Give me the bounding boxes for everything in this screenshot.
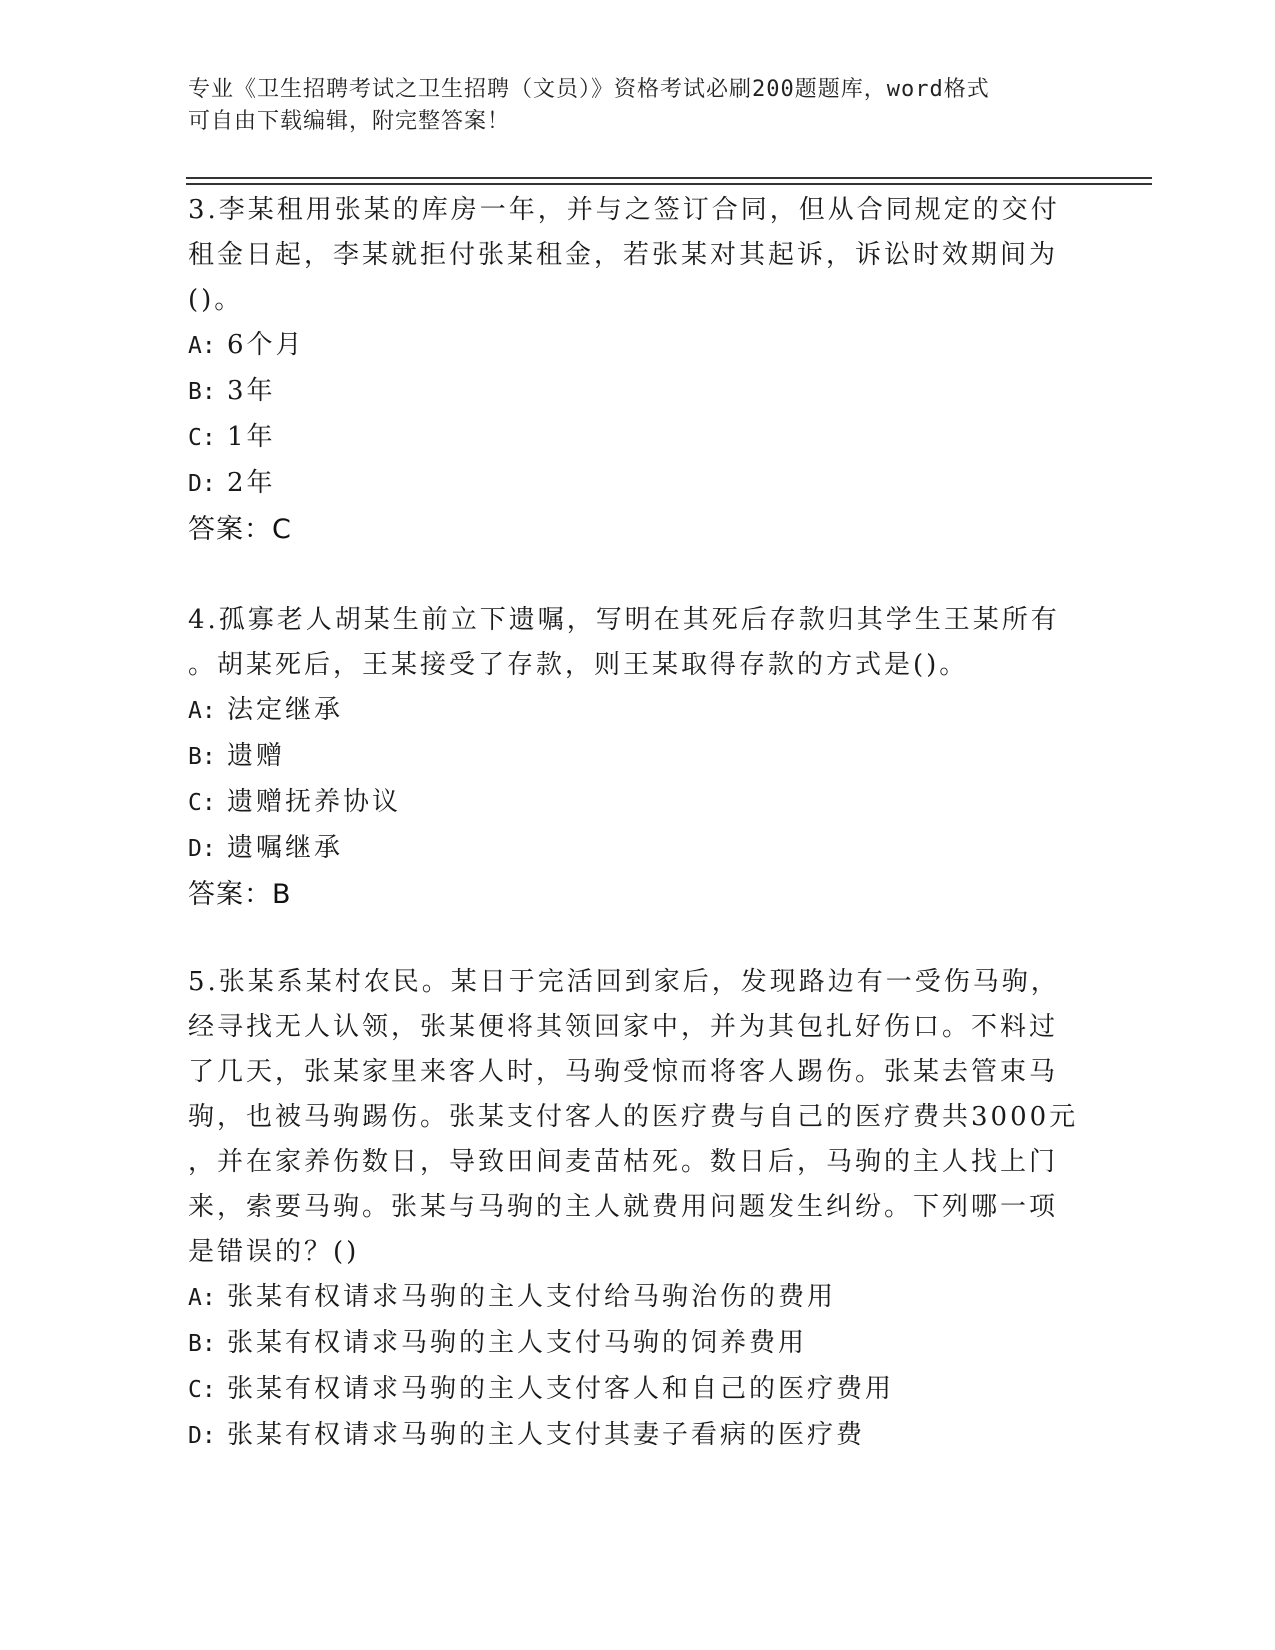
option-a (188, 688, 1078, 734)
option-c (188, 780, 1078, 826)
stem-line: ，并在家养伤数日，导致田间麦苗枯死。数日后，马驹的主人找上门 (188, 1147, 1059, 1177)
question-5 (188, 960, 1078, 1459)
option-text: 张某有权请求马驹的主人支付给马驹治伤的费用 (226, 1282, 836, 1312)
option-key: A: (188, 333, 216, 359)
header-divider-thin (186, 177, 1152, 179)
option-b (188, 734, 1078, 780)
question-stem (188, 188, 1078, 323)
option-text: 张某有权请求马驹的主人支付马驹的饲养费用 (226, 1328, 807, 1358)
stem-line: 经寻找无人认领，张某便将其领回家中，并为其包扎好伤口。不料过 (188, 1012, 1059, 1042)
option-key: B: (188, 1331, 216, 1357)
option-key: C: (188, 790, 216, 816)
option-key: D: (188, 1423, 216, 1449)
question-stem (188, 960, 1078, 1275)
option-key: A: (188, 698, 216, 724)
header-line-2: 可自由下载编辑，附完整答案！ (188, 109, 511, 134)
stem-line: 驹，也被马驹踢伤。张某支付客人的医疗费与自己的医疗费共3000元 (188, 1102, 1079, 1132)
option-text: 遗赠抚养协议 (226, 787, 401, 817)
option-text: 遗赠 (226, 741, 285, 771)
question-4 (188, 598, 1078, 918)
option-text: 遗嘱继承 (226, 833, 343, 863)
option-d (188, 461, 1078, 507)
stem-line: 来，索要马驹。张某与马驹的主人就费用问题发生纠纷。下列哪一项 (188, 1192, 1059, 1222)
option-b (188, 1321, 1078, 1367)
stem-line: 3.李某租用张某的库房一年，并与之签订合同，但从合同规定的交付 (188, 195, 1060, 225)
question-3 (188, 188, 1078, 553)
stem-line: 是错误的？() (188, 1237, 360, 1267)
option-d (188, 1413, 1078, 1459)
stem-line: ()。 (188, 285, 244, 315)
option-key: A: (188, 1285, 216, 1311)
stem-line: 4.孤寡老人胡某生前立下遗嘱，写明在其死后存款归其学生王某所有 (188, 605, 1060, 635)
option-c (188, 415, 1078, 461)
option-b (188, 369, 1078, 415)
question-stem (188, 598, 1078, 688)
stem-line: 了几天，张某家里来客人时，马驹受惊而将客人踢伤。张某去管束马 (188, 1057, 1059, 1087)
option-key: B: (188, 744, 216, 770)
header-line-1: 专业《卫生招聘考试之卫生招聘（文员）》资格考试必刷200题题库，word格式 (188, 77, 990, 102)
option-text: 法定继承 (226, 695, 343, 725)
option-a (188, 1275, 1078, 1321)
header-divider-thick (186, 183, 1152, 185)
option-key: D: (188, 471, 216, 497)
answer-label: 答案：C (188, 514, 292, 545)
option-a (188, 323, 1078, 369)
option-text: 2年 (226, 468, 276, 498)
stem-line: 租金日起，李某就拒付张某租金，若张某对其起诉，诉讼时效期间为 (188, 240, 1059, 270)
option-key: B: (188, 379, 216, 405)
option-key: C: (188, 1377, 216, 1403)
option-text: 张某有权请求马驹的主人支付客人和自己的医疗费用 (226, 1374, 894, 1404)
option-text: 6个月 (226, 330, 305, 360)
option-text: 张某有权请求马驹的主人支付其妻子看病的医疗费 (226, 1420, 865, 1450)
option-text: 3年 (226, 376, 276, 406)
stem-line: 。胡某死后，王某接受了存款，则王某取得存款的方式是()。 (188, 650, 969, 680)
option-d (188, 826, 1078, 872)
option-c (188, 1367, 1078, 1413)
document-header (188, 74, 1068, 138)
option-text: 1年 (226, 422, 276, 452)
option-key: D: (188, 836, 216, 862)
answer-label: 答案：B (188, 879, 292, 910)
stem-line: 5.张某系某村农民。某日于完活回到家后，发现路边有一受伤马驹， (188, 967, 1060, 997)
option-key: C: (188, 425, 216, 451)
